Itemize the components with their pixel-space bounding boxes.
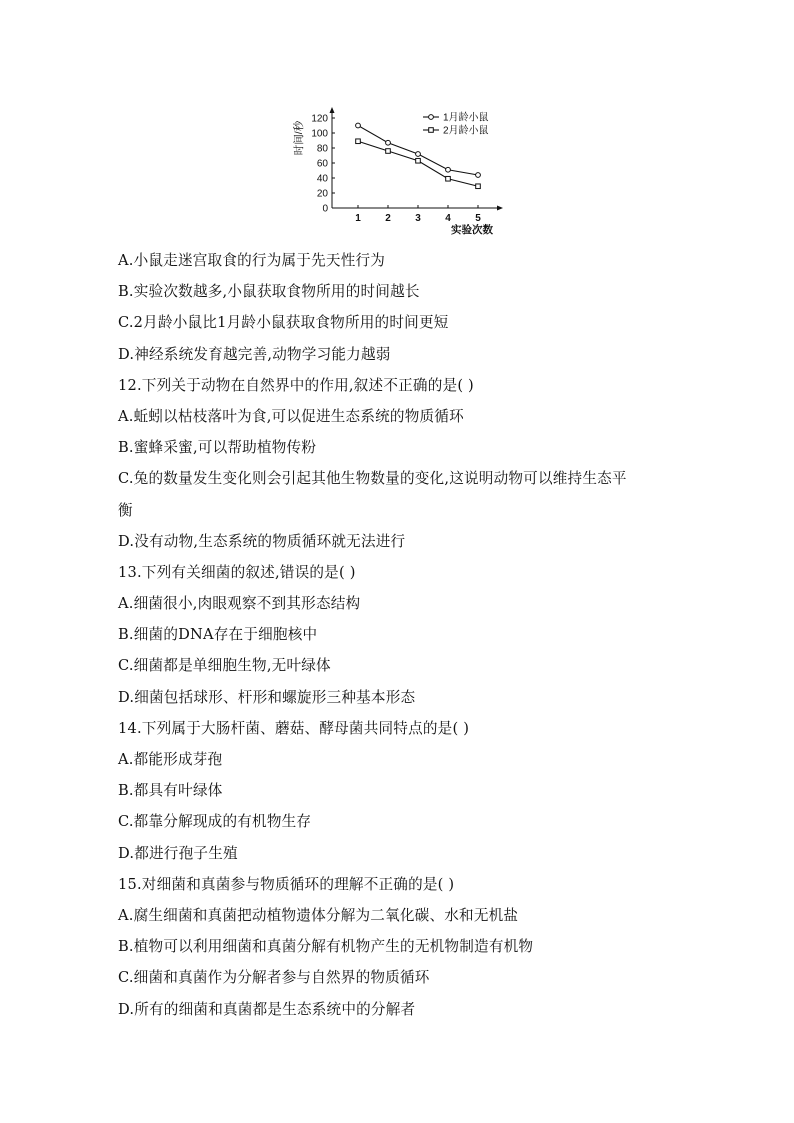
- x-tick-label: 5: [475, 213, 481, 224]
- text-line: B.实验次数越多,小鼠获取食物所用的时间越长: [118, 283, 420, 301]
- text-line: C.细菌都是单细胞生物,无叶绿体: [118, 657, 331, 675]
- y-tick-label: 0: [322, 203, 328, 215]
- text-line: B.植物可以利用细菌和真菌分解有机物产生的无机物制造有机物: [118, 938, 534, 956]
- text-line: D.细菌包括球形、杆形和螺旋形三种基本形态: [118, 688, 416, 706]
- data-point-circle: [356, 123, 361, 128]
- data-point-circle: [386, 140, 391, 145]
- text-line: C.2月龄小鼠比1月龄小鼠获取食物所用的时间更短: [118, 314, 449, 332]
- data-point-circle: [476, 173, 481, 178]
- text-line: 衡: [118, 501, 133, 519]
- x-tick-label: 3: [415, 213, 421, 224]
- data-point-circle: [446, 167, 451, 172]
- y-tick-label: 20: [316, 188, 328, 200]
- text-line: A.蚯蚓以枯枝落叶为食,可以促进生态系统的物质循环: [118, 407, 464, 425]
- text-line: A.细菌很小,肉眼观察不到其形态结构: [118, 595, 361, 613]
- y-tick-label: 100: [311, 128, 328, 140]
- y-tick-label: 80: [316, 143, 328, 155]
- text-line: B.细菌的DNA存在于细胞核中: [118, 626, 318, 644]
- data-point-square: [446, 176, 451, 181]
- x-tick-label: 1: [355, 213, 361, 224]
- legend-marker-square: [429, 128, 434, 133]
- legend-label: 1月龄小鼠: [443, 112, 489, 124]
- x-tick-label: 4: [445, 213, 451, 224]
- data-point-square: [476, 184, 481, 189]
- y-tick-label: 120: [311, 113, 328, 125]
- text-line: B.蜜蜂采蜜,可以帮助植物传粉: [118, 439, 317, 457]
- text-line: D.神经系统发育越完善,动物学习能力越弱: [118, 345, 391, 363]
- text-line: C.细菌和真菌作为分解者参与自然界的物质循环: [118, 969, 430, 987]
- text-line: D.所有的细菌和真菌都是生态系统中的分解者: [118, 1000, 416, 1018]
- text-line: 14.下列属于大肠杆菌、蘑菇、酵母菌共同特点的是( ): [118, 719, 470, 737]
- text-line: B.都具有叶绿体: [118, 782, 223, 800]
- question-text: [118, 245, 698, 1025]
- y-axis-arrow: [330, 107, 335, 113]
- data-point-circle: [416, 152, 421, 157]
- text-line: C.都靠分解现成的有机物生存: [118, 813, 312, 831]
- chart-svg: [286, 100, 506, 240]
- legend-label: 2月龄小鼠: [443, 125, 489, 137]
- y-axis-label: 时间/秒: [293, 120, 305, 156]
- x-tick-label: 2: [385, 213, 391, 224]
- y-tick-label: 40: [316, 173, 328, 185]
- text-line: 15.对细菌和真菌参与物质循环的理解不正确的是( ): [118, 875, 455, 893]
- text-line: 12.下列关于动物在自然界中的作用,叙述不正确的是( ): [118, 376, 474, 394]
- x-axis-arrow: [497, 206, 503, 211]
- text-line: D.没有动物,生态系统的物质循环就无法进行: [118, 532, 406, 550]
- data-point-square: [356, 139, 361, 144]
- legend-marker-circle: [429, 115, 434, 120]
- data-point-square: [416, 158, 421, 163]
- text-line: C.兔的数量发生变化则会引起其他生物数量的变化,这说明动物可以维持生态平: [118, 470, 627, 488]
- text-line: A.小鼠走迷宫取食的行为属于先天性行为: [118, 252, 386, 269]
- series-line-2: [358, 141, 478, 186]
- y-tick-label: 60: [316, 158, 328, 170]
- line-chart: [286, 100, 506, 240]
- data-point-square: [386, 149, 391, 154]
- text-line: A.都能形成芽孢: [118, 751, 223, 768]
- text-line: 13.下列有关细菌的叙述,错误的是( ): [118, 563, 356, 581]
- text-line: A.腐生细菌和真菌把动植物遗体分解为二氧化碳、水和无机盐: [118, 906, 519, 924]
- x-axis-label: 实验次数: [451, 224, 493, 236]
- text-line: D.都进行孢子生殖: [118, 844, 238, 862]
